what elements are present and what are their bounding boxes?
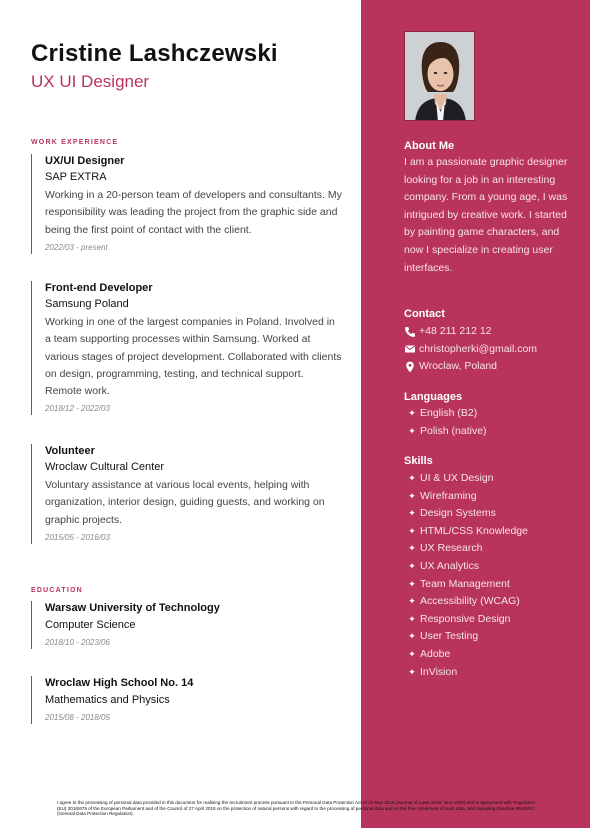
school-name: Wroclaw High School No. 14: [45, 677, 194, 689]
work-experience-heading: WORK EXPERIENCE: [31, 139, 119, 146]
gdpr-consent-clause: I agree to the processing of personal data provided in this document for realising the recruitment process pursuant to the Personal Data Protection Act of 10 May 2018 (Journal of Laws 2018, item 1000) and in agreement with Regulation (EU) 2016/679 of the European Parliament and of the Council of 27 April 2016 on the protection of natural persons with regard to the processing of personal data and on the free movement of such data, and repealing Directive 95/46/EC (General Data Protection Regulation).: [57, 800, 536, 817]
school-dates: 2015/08 - 2018/05: [45, 713, 110, 722]
job-company: Wroclaw Cultural Center: [45, 461, 165, 473]
skill-item: ✦ Wireframing: [404, 488, 574, 506]
education-heading: EDUCATION: [31, 587, 83, 594]
school-field: Computer Science: [45, 619, 136, 631]
about-heading: About Me: [404, 140, 455, 152]
map-pin-icon: [404, 361, 416, 373]
skill-item: ✦ Responsive Design: [404, 611, 574, 629]
languages-heading: Languages: [404, 391, 463, 403]
sparkle-icon: ✦: [408, 560, 416, 571]
education-entry: [31, 601, 343, 649]
sparkle-icon: ✦: [408, 408, 416, 418]
job-position: Volunteer: [45, 445, 95, 457]
location-text: Wroclaw, Poland: [419, 360, 498, 373]
job-position: Front-end Developer: [45, 282, 153, 294]
languages-list: [404, 405, 574, 440]
contact-heading: Contact: [404, 308, 445, 320]
contact-location: [404, 358, 574, 376]
skill-item: ✦ UI & UX Design: [404, 470, 574, 488]
job-description: Voluntary assistance at various local events, helping with organization, interior design, guiding guests, and working on graphic projects.: [45, 479, 325, 526]
work-entry: [31, 444, 343, 544]
candidate-name: Cristine Lashczewski: [31, 40, 278, 67]
sparkle-icon: ✦: [408, 543, 416, 554]
skill-item: ✦ UX Research: [404, 540, 574, 558]
job-description: Working in a 20-person team of developers and consultants. My responsibility was leading the project from the graphic side and being the first point of contact with the client.: [45, 189, 342, 236]
sparkle-icon: ✦: [408, 578, 416, 589]
job-dates: 2018/12 - 2022/03: [45, 404, 110, 414]
school-dates: 2018/10 - 2023/06: [45, 638, 110, 647]
contact-list: [404, 323, 574, 376]
sparkle-icon: ✦: [408, 425, 416, 436]
skill-item: ✦ Design Systems: [404, 505, 574, 523]
sparkle-icon: ✦: [408, 508, 416, 519]
sparkle-icon: ✦: [408, 596, 416, 607]
work-entry: [31, 154, 343, 254]
profile-photo: [404, 31, 475, 121]
candidate-role: UX UI Designer: [31, 72, 150, 91]
job-dates: 2015/05 - 2016/03: [45, 532, 110, 542]
skills-list: [404, 470, 574, 681]
envelope-icon: [404, 343, 416, 355]
sparkle-icon: ✦: [408, 666, 416, 677]
job-dates: 2022/03 - present: [45, 242, 108, 252]
skills-heading: Skills: [404, 455, 433, 467]
phone-icon: [404, 326, 416, 338]
skill-item: ✦ Adobe: [404, 646, 574, 664]
sparkle-icon: ✦: [408, 490, 416, 501]
school-field: Mathematics and Physics: [45, 694, 170, 706]
skill-item: ✦ HTML/CSS Knowledge: [404, 523, 574, 541]
skill-item: ✦ User Testing: [404, 628, 574, 646]
job-company: SAP EXTRA: [45, 171, 107, 183]
contact-email: [404, 341, 574, 359]
language-item: ✦ English (B2): [404, 405, 574, 423]
skill-item: ✦ UX Analytics: [404, 558, 574, 576]
job-description: Working in one of the largest companies in Poland. Involved in a team supporting processes within Samsung. Worked at various stages of project development. Collaborated with clients on design, programming, testing, and technical support. Remote work.: [45, 316, 342, 398]
skill-item: ✦ Accessibility (WCAG): [404, 593, 574, 611]
work-entry: [31, 281, 343, 415]
job-position: UX/UI Designer: [45, 155, 125, 167]
job-company: Samsung Poland: [45, 298, 129, 310]
school-name: Warsaw University of Technology: [45, 602, 220, 614]
about-text: I am a passionate graphic designer looking for a job in an interesting company. From a young age, I was intrigued by creative work. I started by painting game characters, and now I specialize in creating user interfaces.: [404, 156, 568, 274]
sparkle-icon: ✦: [408, 613, 416, 624]
education-entry: [31, 676, 343, 724]
phone-number[interactable]: +48 211 212 12: [419, 325, 492, 337]
language-item: ✦ Polish (native): [404, 423, 574, 441]
sparkle-icon: ✦: [408, 525, 416, 536]
email-address[interactable]: christopherki@gmail.com: [419, 342, 538, 355]
contact-phone: [404, 323, 574, 341]
sparkle-icon: ✦: [408, 473, 416, 483]
skill-item: ✦ InVision: [404, 664, 574, 682]
sparkle-icon: ✦: [408, 631, 416, 642]
skill-item: ✦ Team Management: [404, 576, 574, 594]
sparkle-icon: ✦: [408, 648, 416, 659]
